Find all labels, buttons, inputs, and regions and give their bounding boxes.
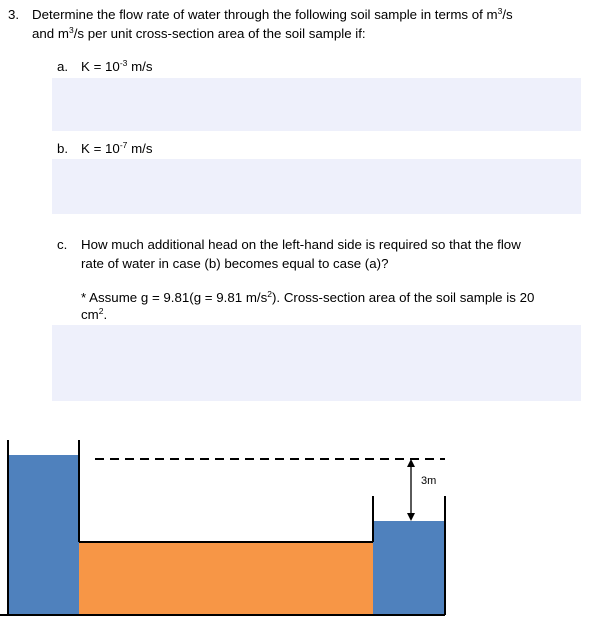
part-c-line-1: How much additional head on the left-hand side is required so that the flow [81,237,521,252]
part-b-k: K = 10 [81,141,120,156]
part-c-note-tail: ). Cross-section area of the soil sample is 20 [272,290,535,305]
arrow-head-up [407,459,415,467]
part-c-note2-tail: . [103,307,108,322]
superscript: 3 [497,6,503,16]
part-a-k: K = 10 [81,59,120,74]
superscript: 2 [267,289,272,299]
part-c-note-text: * Assume g = 9.81(g = 9.81 m/s [81,290,268,305]
part-a-exponent: -3 [119,58,128,68]
part-a-unit: m/s [127,59,153,74]
part-b-marker: b. [57,141,69,156]
question-line2-text: and m [32,26,69,41]
question-line2-tail: /s per unit cross-section area of the soil sample if: [73,26,366,41]
head-label: 3m [421,475,437,487]
part-c-marker: c. [57,237,68,252]
part-c-note2-text: cm [81,307,99,322]
left-water-reservoir [8,455,79,615]
question-line1-tail: /s [502,7,513,22]
superscript: 3 [68,25,74,35]
superscript: 2 [98,306,104,316]
soil-sample [79,542,373,615]
part-a-marker: a. [57,59,69,74]
question-number: 3. [8,7,20,22]
question-line1-text: Determine the flow rate of water through the following soil sample in terms of m [32,7,498,22]
right-water-reservoir [373,521,445,615]
part-b-exponent: -7 [119,140,128,150]
arrow-head-down [407,513,415,521]
part-c-line-2: rate of water in case (b) becomes equal to case (a)? [81,256,389,271]
part-b-unit: m/s [127,141,153,156]
